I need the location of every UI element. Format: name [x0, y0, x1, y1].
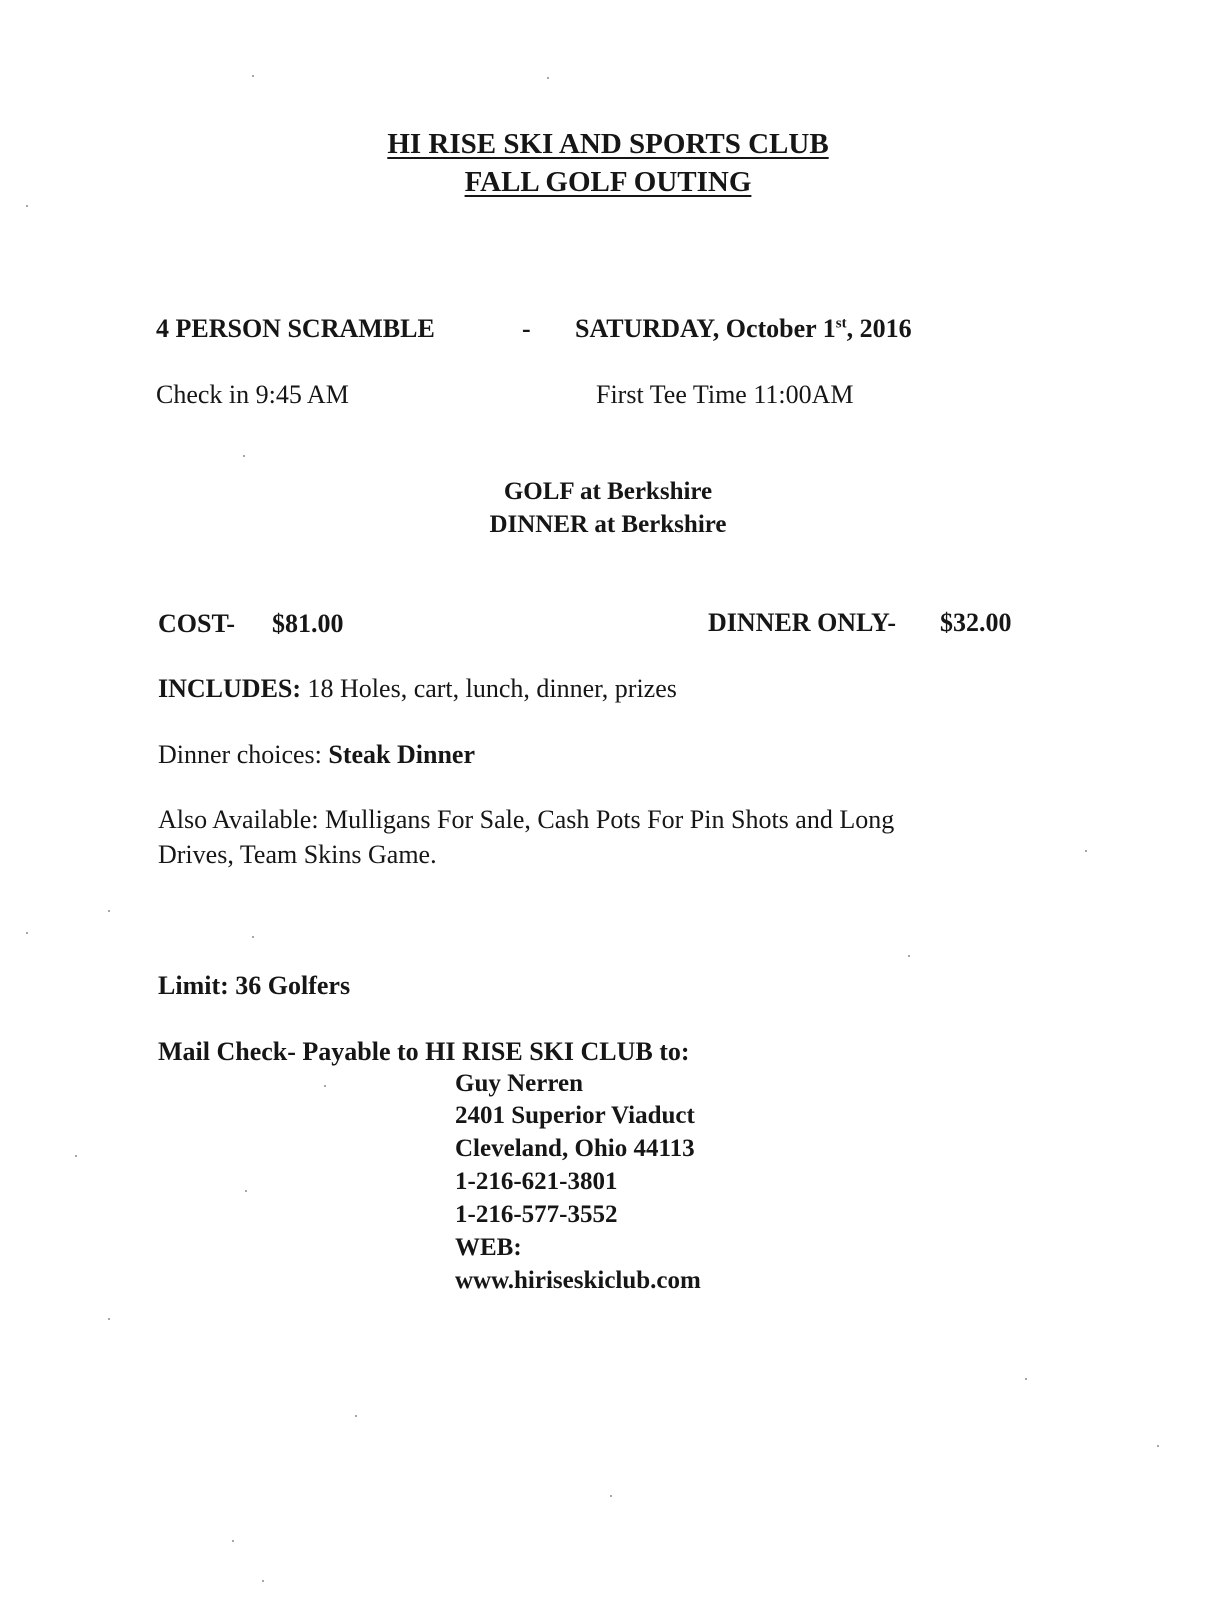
cost-label: COST- [158, 609, 236, 638]
mail-phone-1: 1-216-621-3801 [455, 1168, 618, 1195]
scan-speck [324, 1085, 326, 1087]
scan-speck [610, 1495, 612, 1497]
scan-speck [243, 455, 245, 457]
scan-speck [26, 205, 28, 207]
mail-name: Guy Nerren [455, 1070, 583, 1097]
scan-speck [232, 1540, 234, 1542]
scan-speck [108, 1318, 110, 1320]
dinner-only-label: DINNER ONLY- [708, 608, 897, 637]
cost-value: $81.00 [272, 609, 344, 638]
golf-venue: GOLF at Berkshire [503, 478, 713, 505]
includes-text: 18 Holes, cart, lunch, dinner, prizes [301, 674, 677, 703]
also-available-line-1: Also Available: Mulligans For Sale, Cash Pots For Pin Shots and Long [158, 805, 895, 834]
scan-speck [355, 1415, 357, 1417]
event-separator: - [522, 314, 531, 343]
mail-check-heading: Mail Check- Payable to HI RISE SKI CLUB to: [158, 1037, 690, 1066]
also-available-line-2: Drives, Team Skins Game. [158, 840, 437, 869]
scan-speck [26, 932, 28, 934]
dinner-venue: DINNER at Berkshire [489, 511, 727, 538]
scan-speck [1157, 1445, 1159, 1447]
first-tee-time: First Tee Time 11:00AM [596, 380, 854, 409]
includes-line [158, 674, 677, 704]
scan-speck [252, 936, 254, 938]
scan-speck [1085, 850, 1087, 852]
mail-web-label: WEB: [455, 1234, 522, 1261]
dinner-only-value: $32.00 [940, 608, 1012, 637]
mail-city: Cleveland, Ohio 44113 [455, 1135, 695, 1162]
mail-website: www.hiriseskiclub.com [455, 1267, 701, 1294]
scan-speck [1025, 1378, 1027, 1380]
scan-speck [75, 1155, 77, 1157]
dinner-choices-value: Steak Dinner [328, 740, 476, 769]
scan-speck [547, 77, 549, 79]
scan-speck [245, 1190, 247, 1192]
scan-speck [252, 75, 254, 77]
scan-speck [262, 1580, 264, 1582]
includes-label: INCLUDES: [158, 674, 302, 703]
dinner-choices-label: Dinner choices: [158, 740, 329, 769]
flyer-title-club: HI RISE SKI AND SPORTS CLUB [387, 128, 829, 160]
scan-speck [908, 955, 910, 957]
golfer-limit: Limit: 36 Golfers [158, 971, 351, 1000]
dinner-choices-line [158, 740, 475, 770]
flyer-title-event: FALL GOLF OUTING [464, 166, 752, 198]
mail-phone-2: 1-216-577-3552 [455, 1201, 618, 1228]
mail-street: 2401 Superior Viaduct [455, 1102, 695, 1129]
event-format: 4 PERSON SCRAMBLE [156, 314, 435, 343]
checkin-time: Check in 9:45 AM [156, 380, 349, 409]
event-date: SATURDAY, October 1st, 2016 [575, 314, 912, 343]
scan-speck [108, 910, 110, 912]
